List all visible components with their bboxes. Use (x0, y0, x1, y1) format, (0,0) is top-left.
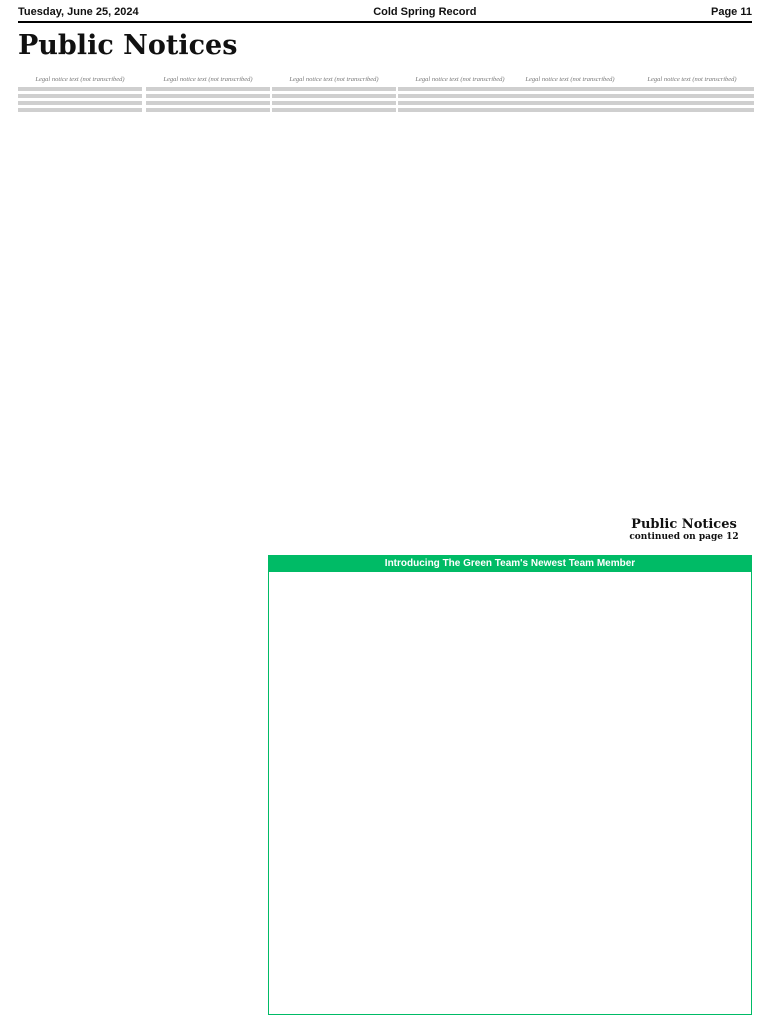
page-number: Page 11 (711, 6, 752, 18)
column-4 (398, 72, 522, 115)
column-placeholder: Legal notice text (not transcribed) (289, 76, 379, 83)
paper-name: Cold Spring Record (373, 6, 477, 18)
column-placeholder: Legal notice text (not transcribed) (35, 76, 125, 83)
column-placeholder: Legal notice text (not transcribed) (163, 76, 253, 83)
page-header (18, 4, 752, 20)
continued-box (614, 517, 754, 542)
issue-date: Tuesday, June 25, 2024 (18, 6, 139, 18)
column-placeholder: Legal notice text (not transcribed) (525, 76, 615, 83)
column-placeholder: Legal notice text (not transcribed) (415, 76, 505, 83)
column-5 (508, 72, 632, 115)
continued-note: continued on page 12 (629, 532, 739, 542)
page-title: Public Notices (18, 30, 238, 61)
header-rule (18, 21, 752, 23)
column-6 (630, 72, 754, 115)
ad-banner: Introducing The Green Team's Newest Team Member (269, 556, 751, 572)
continued-title: Public Notices (631, 517, 737, 532)
green-team-ad (268, 555, 752, 1015)
column-1 (18, 72, 142, 115)
column-placeholder: Legal notice text (not transcribed) (647, 76, 737, 83)
column-3 (272, 72, 396, 115)
column-2 (146, 72, 270, 115)
